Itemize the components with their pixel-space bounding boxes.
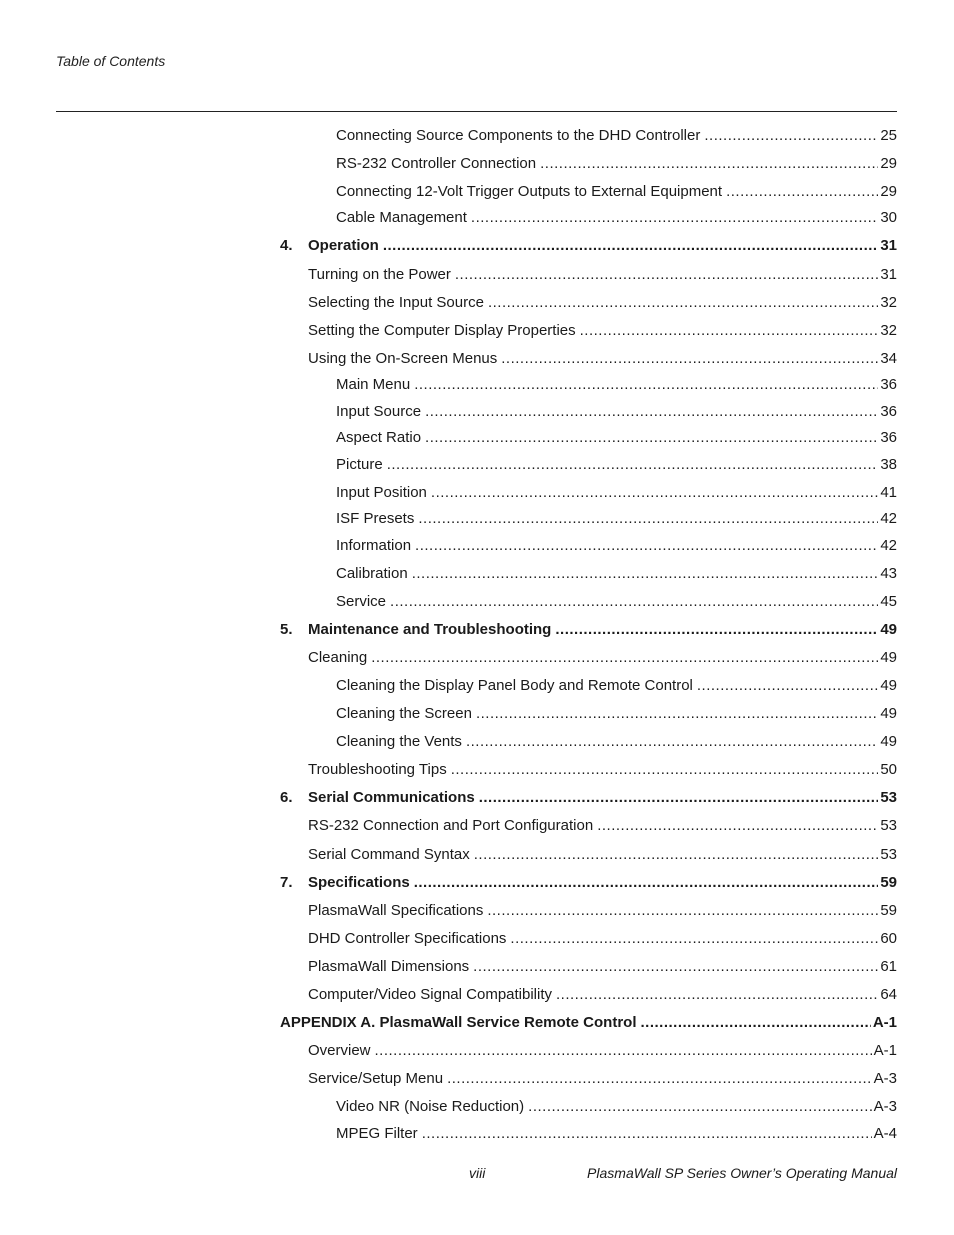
toc-entry[interactable] bbox=[280, 873, 897, 893]
toc-entry-title: Cleaning the Display Panel Body and Remote Control bbox=[336, 677, 693, 694]
toc-entry-page: 49 bbox=[880, 649, 897, 666]
toc-entry-title: Using the On-Screen Menus bbox=[308, 350, 498, 367]
toc-entry-page: 30 bbox=[880, 209, 897, 226]
toc-entry-title: RS-232 Controller Connection bbox=[336, 155, 537, 172]
dot-leader bbox=[451, 760, 879, 780]
toc-entry-title: Connecting Source Components to the DHD Controller bbox=[336, 127, 701, 144]
toc-entry-number: 4. bbox=[280, 237, 293, 254]
dot-leader bbox=[383, 236, 878, 256]
toc-entry-page: 43 bbox=[880, 565, 897, 582]
dot-leader bbox=[418, 509, 878, 529]
dot-leader bbox=[540, 154, 878, 174]
toc-entry-title: Operation bbox=[308, 237, 379, 254]
dot-leader bbox=[726, 182, 878, 202]
toc-entry-page: A-3 bbox=[873, 1070, 897, 1087]
toc-entry-title: Main Menu bbox=[336, 376, 411, 393]
toc-entry[interactable] bbox=[336, 592, 897, 612]
toc-entry-title: Maintenance and Troubleshooting bbox=[308, 621, 552, 638]
dot-leader bbox=[510, 929, 878, 949]
toc-entry[interactable] bbox=[308, 845, 897, 865]
toc-entry[interactable] bbox=[336, 402, 897, 422]
toc-entry-title: Connecting 12-Volt Trigger Outputs to External Equipment bbox=[336, 183, 723, 200]
toc-entry[interactable] bbox=[308, 957, 897, 977]
toc-entry[interactable] bbox=[308, 349, 897, 369]
dot-leader bbox=[528, 1097, 872, 1117]
toc-entry-page: 36 bbox=[880, 429, 897, 446]
toc-entry[interactable] bbox=[308, 1041, 897, 1061]
dot-leader bbox=[414, 375, 878, 395]
toc-entry-page: 59 bbox=[880, 902, 897, 919]
toc-entry-page: 45 bbox=[880, 593, 897, 610]
toc-entry[interactable] bbox=[336, 455, 897, 475]
dot-leader bbox=[455, 265, 878, 285]
dot-leader bbox=[471, 208, 878, 228]
dot-leader bbox=[473, 957, 878, 977]
toc-entry-page: A-3 bbox=[873, 1098, 897, 1115]
toc-entry[interactable] bbox=[308, 293, 897, 313]
toc-entry-page: 31 bbox=[880, 237, 897, 254]
toc-entry[interactable] bbox=[308, 760, 897, 780]
toc-entry-page: 49 bbox=[880, 733, 897, 750]
toc-entry-title: PlasmaWall Specifications bbox=[308, 902, 484, 919]
toc-entry-title: Aspect Ratio bbox=[336, 429, 422, 446]
toc-entry-title: Troubleshooting Tips bbox=[308, 761, 447, 778]
toc-entry[interactable] bbox=[308, 816, 897, 836]
toc-entry-title: DHD Controller Specifications bbox=[308, 930, 507, 947]
toc-entry-title: PlasmaWall Dimensions bbox=[308, 958, 470, 975]
dot-leader bbox=[641, 1013, 871, 1033]
toc-entry-page: A-4 bbox=[873, 1125, 897, 1142]
toc-entry-page: 36 bbox=[880, 376, 897, 393]
toc-entry[interactable] bbox=[336, 1097, 897, 1117]
toc-entry-page: 34 bbox=[880, 350, 897, 367]
toc-entry-title: Information bbox=[336, 537, 412, 554]
toc-entry[interactable] bbox=[280, 1013, 897, 1033]
toc-entry-title: Cleaning the Screen bbox=[336, 705, 472, 722]
toc-entry[interactable] bbox=[336, 732, 897, 752]
dot-leader bbox=[371, 648, 878, 668]
toc-entry-page: 25 bbox=[880, 127, 897, 144]
toc-entry-title: Service bbox=[336, 593, 387, 610]
toc-entry[interactable] bbox=[280, 620, 897, 640]
dot-leader bbox=[466, 732, 878, 752]
toc-entry[interactable] bbox=[336, 428, 897, 448]
dot-leader bbox=[422, 1124, 872, 1144]
dot-leader bbox=[704, 126, 878, 146]
toc-entry-title: Cleaning the Vents bbox=[336, 733, 462, 750]
toc-entry-title: RS-232 Connection and Port Configuration bbox=[308, 817, 594, 834]
dot-leader bbox=[487, 901, 878, 921]
toc-entry-page: 42 bbox=[880, 537, 897, 554]
toc-entry[interactable] bbox=[308, 648, 897, 668]
toc-entry[interactable] bbox=[336, 375, 897, 395]
toc-entry-title: Serial Command Syntax bbox=[308, 846, 470, 863]
toc-entry[interactable] bbox=[336, 154, 897, 174]
toc-entry-page: 50 bbox=[880, 761, 897, 778]
toc-entry-title: Calibration bbox=[336, 565, 408, 582]
toc-entry-page: 53 bbox=[880, 789, 897, 806]
toc-entry-page: 49 bbox=[880, 677, 897, 694]
toc-entry-page: 42 bbox=[880, 510, 897, 527]
toc-entry-page: 60 bbox=[880, 930, 897, 947]
dot-leader bbox=[474, 845, 879, 865]
toc-entry-title: Cable Management bbox=[336, 209, 467, 226]
toc-entry-page: 29 bbox=[880, 155, 897, 172]
toc-entry[interactable] bbox=[336, 704, 897, 724]
toc-entry[interactable] bbox=[336, 1124, 897, 1144]
toc-entry[interactable] bbox=[308, 929, 897, 949]
toc-entry[interactable] bbox=[336, 483, 897, 503]
dot-leader bbox=[488, 293, 878, 313]
footer-page-number: viii bbox=[469, 1165, 486, 1181]
toc-entry[interactable] bbox=[336, 509, 897, 529]
toc-entry-page: 31 bbox=[880, 266, 897, 283]
dot-leader bbox=[425, 428, 878, 448]
toc-entry[interactable] bbox=[308, 265, 897, 285]
dot-leader bbox=[375, 1041, 872, 1061]
toc-entry[interactable] bbox=[336, 536, 897, 556]
toc-entry-page: 36 bbox=[880, 403, 897, 420]
toc-entry-page: A-1 bbox=[873, 1042, 897, 1059]
dot-leader bbox=[414, 873, 879, 893]
toc-entry[interactable] bbox=[308, 1069, 897, 1089]
toc-entry-title: Cleaning bbox=[308, 649, 368, 666]
toc-entry-title: ISF Presets bbox=[336, 510, 415, 527]
dot-leader bbox=[501, 349, 878, 369]
toc-entry[interactable] bbox=[336, 126, 897, 146]
toc-entry-title: Picture bbox=[336, 456, 383, 473]
toc-entry-title: Serial Communications bbox=[308, 789, 475, 806]
toc-entry-page: 32 bbox=[880, 322, 897, 339]
toc-entry-page: 53 bbox=[880, 817, 897, 834]
toc-entry-page: 53 bbox=[880, 846, 897, 863]
dot-leader bbox=[447, 1069, 872, 1089]
toc-entry[interactable] bbox=[336, 208, 897, 228]
toc-entry-page: 64 bbox=[880, 986, 897, 1003]
dot-leader bbox=[390, 592, 878, 612]
toc-entry[interactable] bbox=[336, 676, 897, 696]
running-head: Table of Contents bbox=[56, 53, 166, 69]
toc-entry-page: 29 bbox=[880, 183, 897, 200]
toc-entry[interactable] bbox=[308, 321, 897, 341]
toc-entry-page: 49 bbox=[880, 621, 897, 638]
toc-entry-title: Turning on the Power bbox=[308, 266, 451, 283]
toc-entry-title: Service/Setup Menu bbox=[308, 1070, 444, 1087]
dot-leader bbox=[556, 985, 878, 1005]
toc-entry-page: A-1 bbox=[872, 1014, 897, 1031]
toc-entry-title: Video NR (Noise Reduction) bbox=[336, 1098, 525, 1115]
dot-leader bbox=[555, 620, 878, 640]
toc-entry[interactable] bbox=[336, 182, 897, 202]
toc-entry-title: Selecting the Input Source bbox=[308, 294, 484, 311]
dot-leader bbox=[476, 704, 878, 724]
toc-entry-page: 49 bbox=[880, 705, 897, 722]
toc-entry-title: Input Position bbox=[336, 484, 427, 501]
toc-entry-page: 32 bbox=[880, 294, 897, 311]
dot-leader bbox=[425, 402, 878, 422]
toc-entry-title: Setting the Computer Display Properties bbox=[308, 322, 576, 339]
toc-entry-title: Specifications bbox=[308, 874, 410, 891]
footer-manual-title: PlasmaWall SP Series Owner’s Operating Manual bbox=[587, 1165, 897, 1181]
toc-entry-title: MPEG Filter bbox=[336, 1125, 418, 1142]
toc-entry[interactable] bbox=[308, 985, 897, 1005]
toc-entry-title: Overview bbox=[308, 1042, 371, 1059]
toc-entry[interactable] bbox=[336, 564, 897, 584]
dot-leader bbox=[697, 676, 878, 696]
dot-leader bbox=[387, 455, 879, 475]
dot-leader bbox=[412, 564, 879, 584]
dot-leader bbox=[580, 321, 879, 341]
dot-leader bbox=[479, 788, 879, 808]
toc-entry[interactable] bbox=[280, 236, 897, 256]
header-rule bbox=[56, 111, 897, 112]
toc-entry-page: 41 bbox=[880, 484, 897, 501]
toc-entry[interactable] bbox=[308, 901, 897, 921]
toc-entry-title: APPENDIX A. PlasmaWall Service Remote Control bbox=[280, 1014, 637, 1031]
dot-leader bbox=[431, 483, 878, 503]
toc-entry-page: 59 bbox=[880, 874, 897, 891]
dot-leader bbox=[597, 816, 878, 836]
toc-entry-number: 7. bbox=[280, 874, 293, 891]
dot-leader bbox=[415, 536, 878, 556]
toc-entry-title: Input Source bbox=[336, 403, 422, 420]
toc-entry-title: Computer/Video Signal Compatibility bbox=[308, 986, 553, 1003]
toc-entry[interactable] bbox=[280, 788, 897, 808]
toc-entry-page: 61 bbox=[880, 958, 897, 975]
toc-entry-number: 6. bbox=[280, 789, 293, 806]
toc-entry-page: 38 bbox=[880, 456, 897, 473]
toc-entry-number: 5. bbox=[280, 621, 293, 638]
